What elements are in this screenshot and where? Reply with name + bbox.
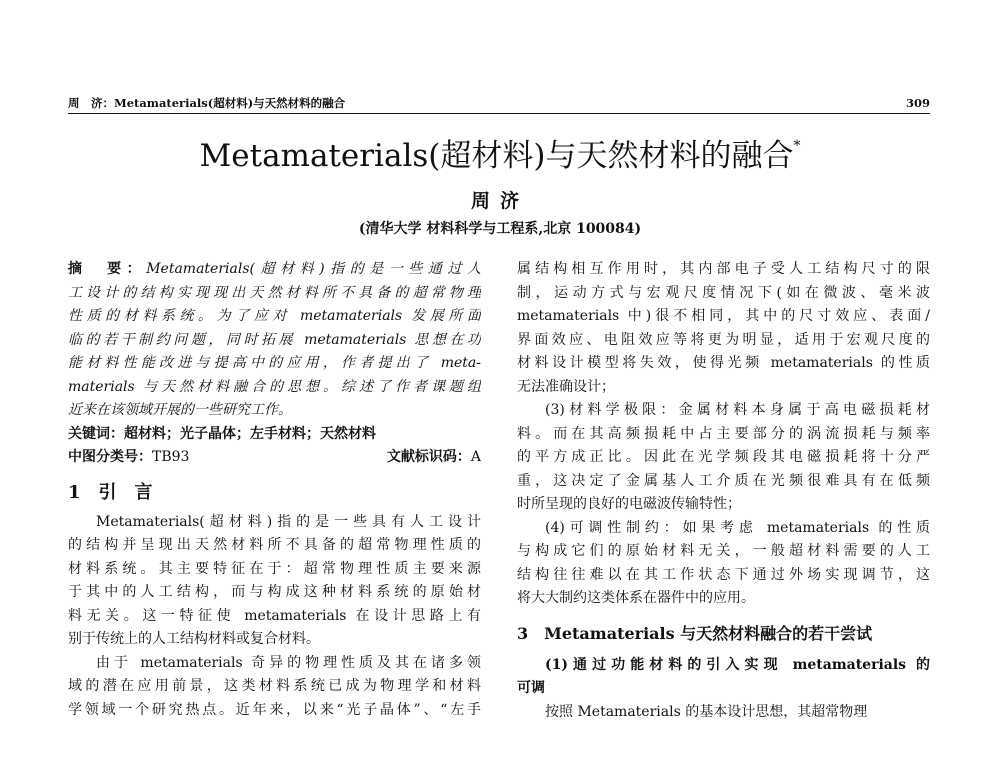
abstract-line: 近来在该领域开展的一些研究工作。 (68, 402, 292, 418)
body-line: 材料设计模型将失效，使得光频 metamaterials 的性质 (517, 355, 930, 371)
author: 周济 (470, 190, 529, 212)
article-title-text: Metamaterials(超材料)与天然材料的融合 (199, 138, 794, 174)
doc-code: 文献标识码：A (386, 449, 481, 465)
body-line: 无法准确设计； (517, 378, 615, 395)
body-line: 的平方成正比。因此在光学频段其电磁损耗将十分严 (517, 449, 930, 465)
body-line: 料无关。这一特征使 metamaterials 在设计思路上有 (68, 607, 481, 624)
body-line: 别于传统上的人工结构材料或复合材料。 (68, 631, 320, 647)
abstract-line: materials 与天然材料融合的思想。综述了作者课题组 (68, 378, 481, 395)
list-item-3: (3)材料学极限：金属材料本身属于高电磁损耗材 (545, 402, 930, 418)
body-line: 由于 metamaterials 奇异的物理性质及其在诸多领 (96, 654, 481, 671)
list-item-4: (4)可调性制约：如果考虑 metamaterials 的性质 (545, 519, 930, 536)
abstract-line: 性质的材料系统。为了应对 metamaterials 发展所面 (68, 308, 481, 324)
affiliation: (清华大学 材料科学与工程系,北京 100084) (358, 221, 642, 237)
footnote-mark: * (793, 138, 801, 154)
running-head-title: 周 济：Metamaterials(超材料)与天然材料的融合 (68, 96, 346, 110)
keywords-label: 关键词： (68, 425, 124, 442)
body-line: 重，这决定了金属基人工介质在光频很难具有在低频 (517, 472, 930, 489)
section-heading-3: 3 Metamaterials 与天然材料融合的若干尝试 (517, 623, 873, 643)
abstract-line: 工设计的结构实现现出天然材料所不具备的超常物理 (68, 284, 481, 301)
body-line: 材料系统。其主要特征在于：超常物理性质主要来源 (68, 560, 481, 577)
body-line: 按照 Metamaterials 的基本设计思想，其超常物理 (545, 703, 868, 720)
abstract-label: 摘 要： (68, 261, 147, 277)
subheading-1-cont: 可调 (517, 680, 545, 696)
article-title (0, 124, 1000, 178)
body-line: 的结构并呈现出天然材料所不具备的超常物理性质的 (68, 537, 481, 553)
body-line: Metamaterials(超材料)指的是一些具有人工设计 (96, 513, 481, 530)
abstract-line: 摘 要：Metamaterials(超材料)指的是一些通过人 (68, 261, 481, 277)
body-line: 结构往往难以在其工作状态下通过外场实现调节，这 (517, 566, 930, 583)
page-number: 309 (905, 96, 930, 110)
body-line: 时所呈现的良好的电磁波传输特性； (517, 496, 741, 512)
abstract-line: 能材料性能改进与提高中的应用，作者提出了 meta- (68, 355, 481, 371)
header-rule (68, 113, 930, 114)
subheading-1: (1)通过功能材料的引入实现 metamaterials 的 (545, 656, 930, 673)
body-line: 与构成它们的原始材料无关，一般超材料需要的人工 (517, 543, 930, 559)
left-column (68, 258, 481, 722)
clc-number: 中图分类号：TB93 (68, 449, 190, 465)
keywords (68, 423, 481, 447)
body-line: 学领域一个研究热点。近年来，以来“光子晶体”、“左手 (68, 701, 481, 718)
right-column (517, 258, 930, 724)
body-line: 将大大制约这类体系在器件中的应用。 (517, 590, 755, 606)
body-line: 属结构相互作用时，其内部电子受人工结构尺寸的限 (517, 261, 930, 277)
keywords-text: 超材料；光子晶体；左手材料；天然材料 (124, 425, 376, 442)
body-line: 制，运动方式与宏观尺度情况下(如在微波、毫米波 (517, 284, 930, 301)
running-head (68, 94, 930, 112)
body-line: 料。而在其高频损耗中占主要部分的涡流损耗与频率 (517, 425, 930, 442)
section-heading-introduction: 1 引 言 (68, 481, 153, 503)
abstract-line: 临的若干制约问题，同时拓展 metamaterials 思想在功 (68, 331, 481, 348)
body-line: metamaterials 中)很不相同，其中的尺寸效应、表面/ (517, 308, 930, 324)
body-line: 域的潜在应用前景，这类材料系统已成为物理学和材料 (68, 678, 481, 694)
body-line: 界面效应、电阻效应等将更为明显，适用于宏观尺度的 (517, 331, 930, 348)
body-line: 于其中的人工结构，而与构成这种材料系统的原始材 (68, 584, 481, 600)
classification-row (68, 446, 481, 470)
